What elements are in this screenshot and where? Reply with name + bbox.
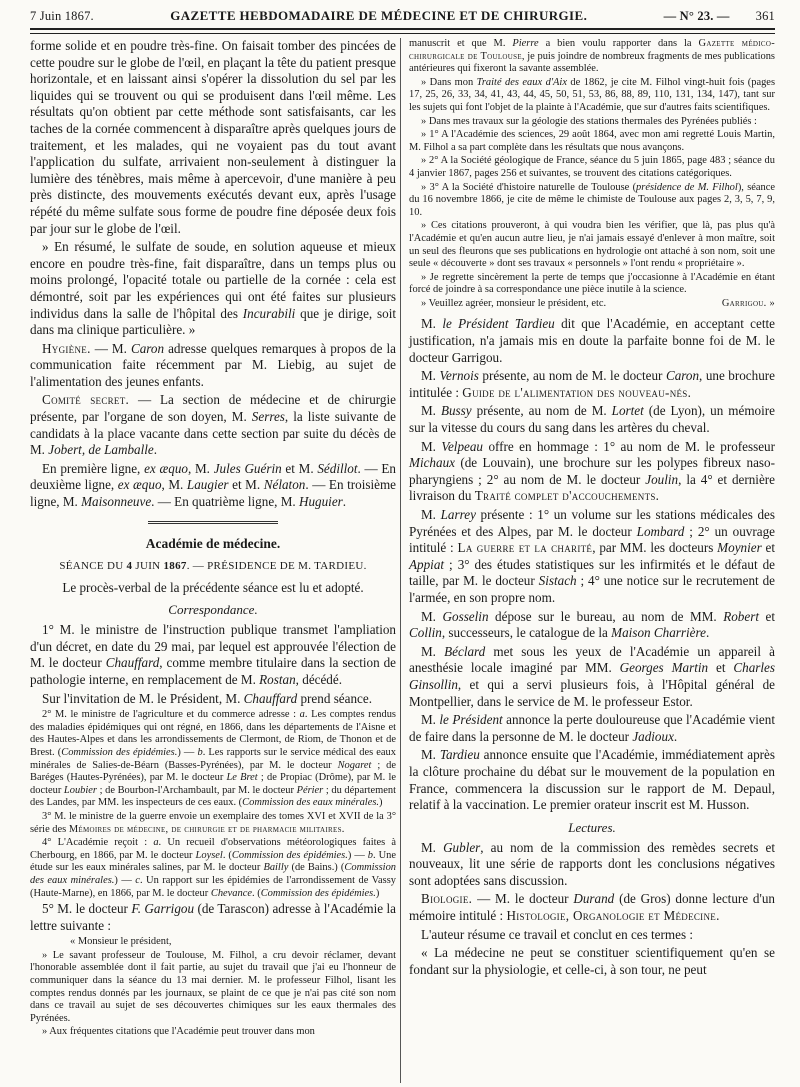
letter-paragraph: » 1° A l'Académie des sciences, 29 août 1864, avec mon ami regretté Louis Martin, M. Filhol a sa part complète dans les résultats que nous avançons. bbox=[409, 129, 775, 153]
issue-number: — N° 23. — bbox=[663, 8, 730, 23]
paragraph: L'auteur résume ce travail et conclut en ces termes : bbox=[421, 926, 693, 942]
letter-salutation: « Monsieur le président, bbox=[70, 936, 172, 948]
proces-verbal: Le procès-verbal de la précédente séance est lu et adopté. bbox=[62, 579, 364, 595]
header-date: 7 Juin 1867. bbox=[30, 8, 94, 23]
paragraph: M. le Président Tardieu dit que l'Académie, en acceptant cette justification, n'a jamais mis en doute la parfaite bonne foi de M. le docteur Garrigou. bbox=[409, 316, 775, 365]
section-separator bbox=[148, 521, 278, 524]
paragraph: forme solide et en poudre très-fine. On faisait tomber des pincées de cette poudre sur le globe de l'œil, en plaçant la tête du patient presque horizontale, et en laissant ainsi s'opérer la dissolution du sel par les liquides qui se trouvent ou qui se produisent dans l'œil même. Les résultats qu'on obtient par cette méthode sont satisfaisants, car les taches de la cornée commencent à disparaître après quelques jours de traitement, et les malades, qui ne voyaient pas du tout avant l'application du sulfate, arrivaient non-seulement à distinguer la lumière des ténèbres, mais même à apercevoir, d'une manière à peu près distincte, des mouvements exécutés devant eux, après l'usage répété du même sulfate sous forme de poudre fine déposée deux fois par jour sur le globe de l'œil. bbox=[30, 38, 396, 236]
small-paragraph: 4° L'Académie reçoit : a. Un recueil d'observations météorologiques faites à Cherbourg, en 1866, par M. le docteur Loysel. (Commission des épidémies.) — b. Une étude sur les eaux minérales salines, par M. le docteur Bailly (de Bains.) (Commission des eaux minérales.) — c. Un rapport sur les épidémies de l'arrondissement de Vassy (Haute-Marne), en 1866, par M. le docteur Chevance. (Commission des épidémies.) bbox=[30, 837, 397, 899]
paragraph: M. le Président annonce la perte douloureuse que l'Académie vient de faire dans la personne de M. le docteur Jadioux. bbox=[409, 712, 775, 744]
letter-paragraph: » Ces citations prouveront, à qui voudra bien les vérifier, que là, pas plus qu'à l'Académie et qu'en aucun autre lieu, je n'ai jamais essayé d'enlever à mon maître, soit un seul des fleurons que ses publications en hydrologie ont attaché à son nom, soit une seule « découverte » dont ses travaux « personnels » l'ont rendu « propriétaire ». bbox=[409, 220, 775, 270]
letter-paragraph: » 3° A la Société d'histoire naturelle de Toulouse (présidence de M. Filhol), séance du 16 novembre 1866, je cite de même le chimiste de Toulouse aux pages 2, 3, 5, 7, 9, 10. bbox=[409, 181, 775, 218]
paragraph: 1° M. le ministre de l'instruction publique transmet l'ampliation d'un décret, en date du 29 mai, par lequel est approuvée l'élection de M. le docteur Chauffard, comme membre titulaire dans la section de pathologie interne, en remplacement de M. Rostan, décédé. bbox=[30, 622, 396, 687]
letter-paragraph: » Le savant professeur de Toulouse, M. Filhol, a cru devoir réclamer, devant l'honorable assemblée dont il fait partie, au sujet du travail que j'ai eu l'honneur de communiquer dans la séance du 13 mai dernier. M. le professeur Filhol, lisant les comptes rendus donnés par les journaux, se plaint de ce que je n'ai pas cité son nom dans ce travail au sujet de ses découvertes chimiques sur les eaux thermales des Pyrénées. bbox=[30, 949, 396, 1024]
left-column bbox=[30, 38, 396, 1040]
journal-title: GAZETTE HEBDOMADAIRE DE MÉDECINE ET DE CHIRURGIE. bbox=[170, 8, 588, 23]
small-paragraph: 3° M. le ministre de la guerre envoie un exemplaire des tomes XVI et XVII de la 3° série des Mémoires de médecine, de chirurgie et de pharmacie militaires. bbox=[30, 810, 396, 835]
small-paragraph: 2° M. le ministre de l'agriculture et du commerce adresse : a. Les comptes rendus des maladies épidémiques qui ont régné, en 1866, dans les départements de l'Aisne et des Hautes-Alpes et dans les arrondissements de Clermont, de Riom, de Thonon et de Brest. (Commission des épidémies.) — b. Les rapports sur le service médical des eaux minérales de Salies-de-Béarn (Basses-Pyrénées), par M. le docteur Nogaret ; de Baréges (Hautes-Pyrénées), par M. le docteur Le Bret ; de Propiac (Drôme), par M. le docteur Loubier ; de Bourbon-l'Archambault, par M. le docteur Périer ; du département des Landes, par MM. les inspecteurs de ces eaux. (Commission des eaux minérales.) bbox=[30, 709, 396, 809]
paragraph: M. Gubler, au nom de la commission des remèdes secrets et nouveaux, lit une série de rapports dont les conclusions négatives sont adoptées sans discussion. bbox=[409, 839, 775, 888]
letter-paragraph: » Dans mes travaux sur la géologie des stations thermales des Pyrénées publiés : bbox=[421, 115, 757, 127]
letter-paragraph: » Dans mon Traité des eaux d'Aix de 1862, je cite M. Filhol vingt-huit fois (pages 17, 25, 26, 33, 34, 41, 43, 44, 45, 50, 51, 53, 86, 88, 89, 110, 131, 134, 147), tant sur les sujets qui font l'objet de la plainte à l'Académie, que sur d'autres faits scientifiques. bbox=[409, 76, 775, 113]
letter-paragraph: manuscrit et que M. Pierre a bien voulu rapporter dans la Gazette médico-chirurgicale de Toulouse, je puis joindre de nombreux fragments de mes publications antérieures qui fixeront la savante assemblée. bbox=[409, 38, 775, 75]
subheading-correspondance: Correspondance. bbox=[168, 602, 258, 618]
paragraph: M. Bussy présente, au nom de M. Lortet (de Lyon), un mémoire sur la vitesse du cours du sang dans les artères du cheval. bbox=[409, 403, 775, 436]
paragraph-candidates: En première ligne, ex æquo, M. Jules Guérin et M. Sédillot. — En deuxième ligne, ex æquo, M. Laugier et M. Nélaton. — En troisième ligne, M. Maisonneuve. — En quatrième ligne, M. Huguier. bbox=[30, 460, 397, 510]
header-rule bbox=[30, 33, 775, 34]
letter-paragraph: » 2° A la Société géologique de France, séance du 5 juin 1865, page 483 ; séance du 4 janvier 1867, pages 256 et suivantes, se trouvent des citations catégoriques. bbox=[409, 155, 775, 179]
column-divider bbox=[400, 38, 401, 1083]
paragraph: 5° M. le docteur F. Garrigou (de Tarascon) adresse à l'Académie la lettre suivante : bbox=[30, 901, 396, 933]
paragraph: M. Béclard met sous les yeux de l'Académie un appareil à anesthésie locale imaginé par MM. Georges Martin et Charles Ginsollin, et qui a servi plusieurs fois, à l'Hôpital général de Montpellier, dans le service de M. le professeur Estor. bbox=[409, 643, 776, 709]
paragraph: M. Velpeau offre en hommage : 1° au nom de M. le professeur Michaux (de Louvain), une brochure sur les polypes fibreux naso-pharyngiens ; 2° au nom de M. le docteur Joulin, la 4° et dernière livraison du Traité complet d'accouchements. bbox=[409, 438, 775, 504]
signature: Garrigou. » bbox=[721, 297, 775, 309]
section-heading: Académie de médecine. bbox=[145, 535, 281, 551]
seance-line: SÉANCE DU 4 JUIN 1867. — PRÉSIDENCE DE M. TARDIEU. bbox=[59, 559, 367, 572]
paragraph: M. Vernois présente, au nom de M. le docteur Caron, une brochure intitulée : Guide de l'alimentation des nouveau-nés. bbox=[409, 368, 775, 400]
right-column bbox=[409, 38, 775, 980]
paragraph: M. Larrey présente : 1° un volume sur les stations médicales des Pyrénées et des Alpes, par M. le docteur Lombard ; 2° un ouvrage intitulé : La guerre et la charité, par MM. les docteurs Moynier et Appiat ; 3° des études statistiques sur les infirmités et le défaut de taille, par M. le docteur Sistach ; 4° une notice sur le recrutement de l'armée, en son propre nom. bbox=[409, 507, 776, 605]
paragraph-hygiene: Hygiène. — M. Caron adresse quelques remarques à propos de la communication faite récemment par M. Liebig, au sujet de l'alimentation des jeunes enfants. bbox=[30, 340, 396, 389]
paragraph: Sur l'invitation de M. le Président, M. Chauffard prend séance. bbox=[42, 690, 372, 706]
paragraph: M. Gosselin dépose sur le bureau, au nom de MM. Robert et Collin, successeurs, le catalogue de la Maison Charrière. bbox=[409, 608, 775, 641]
paragraph: M. Tardieu annonce ensuite que l'Académie, immédiatement après la clôture prochaine du débat sur le mouvement de la population en France, commencera la discussion sur le rapport de M. Depaul, relatif à la vaccination. Le premier orateur inscrit est M. Husson. bbox=[409, 747, 775, 813]
paragraph: « La médecine ne peut se constituer scientifiquement qu'en se fondant sur la physiologie, et celle-ci, à son tour, ne peut bbox=[409, 945, 775, 977]
subheading-lectures: Lectures. bbox=[568, 819, 616, 835]
paragraph-biologie: Biologie. — M. le docteur Durand (de Gros) donne lecture d'un mémoire intitulé : Histologie, Organologie et Médecine. bbox=[409, 891, 775, 924]
letter-paragraph: » Je regrette sincèrement la perte de temps que j'occasionne à l'Académie en étant forcé de joindre à sa correspondance une pièce inutile à la science. bbox=[409, 271, 775, 296]
letter-closing: » Veuillez agréer, monsieur le président, etc. Garrigou. » bbox=[421, 297, 775, 309]
paragraph-comite-secret: Comité secret. — La section de médecine et de chirurgie présente, par l'organe de son doyen, M. Serres, la liste suivante de candidats à la place vacante dans cette section par suite du décès de M. Jobert, de Lamballe. bbox=[30, 392, 396, 458]
page-number: 361 bbox=[755, 8, 775, 23]
letter-paragraph: » Aux fréquentes citations que l'Académie peut trouver dans mon bbox=[42, 1026, 315, 1038]
paragraph: » En résumé, le sulfate de soude, en solution aqueuse et mieux encore en poudre très-fine, fait disparaître, dans un temps plus ou moins prolongé, l'opacité totale ou partielle de la cornée : cela est démontré, soit par les expériences qui ont été faites sur plusieurs individus dans la salle de l'hôpital des Incurabili que je dirige, soit dans ma clinique particulière. » bbox=[30, 239, 396, 338]
page-header bbox=[30, 4, 775, 30]
